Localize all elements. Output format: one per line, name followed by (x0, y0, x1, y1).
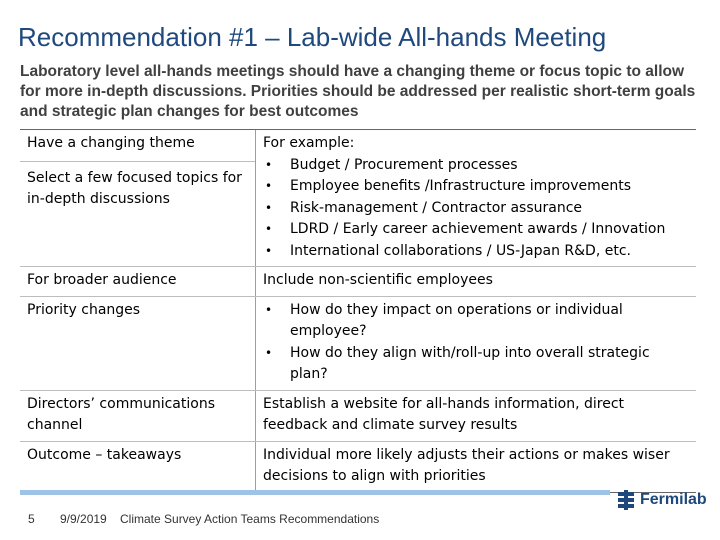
table-row (20, 442, 696, 492)
footer-date: 9/9/2019 (60, 512, 107, 526)
logo-text: Fermilab (640, 491, 707, 508)
bullet-item: • Employee benefits /Infrastructure improvements (263, 176, 691, 198)
recommendation-table (20, 129, 696, 493)
footer-caption: Climate Survey Action Teams Recommendations (120, 512, 380, 526)
detail-bullets (263, 300, 691, 386)
bullet-item: • Budget / Procurement processes (263, 155, 691, 177)
bullet-item: • International collaborations / US-Japan R&D, etc. (263, 241, 691, 263)
footer-accent-bar (20, 490, 610, 495)
fermilab-logo (616, 490, 707, 510)
table-cell-topic: Priority changes (27, 301, 141, 318)
bullet-item: • Risk-management / Contractor assurance (263, 198, 691, 220)
table-row (20, 297, 696, 391)
bullet-item: • How do they impact on operations or individual employee? (263, 300, 691, 343)
topic-text: Have a changing theme (27, 135, 195, 151)
table-row (20, 391, 696, 442)
table-cell-detail (255, 297, 696, 390)
detail-bullets (263, 155, 691, 263)
table-cell-detail: Include non-scientific employees (255, 267, 696, 296)
table-row (20, 130, 696, 267)
table-cell-detail (255, 130, 696, 266)
table-cell-topic: Outcome – takeaways (27, 446, 182, 463)
table-cell-topic: Directors’ communications channel (27, 395, 215, 433)
table-cell-topic (20, 130, 255, 266)
slide-title: Recommendation #1 – Lab-wide All-hands Meeting (18, 22, 607, 52)
table-row (20, 267, 696, 297)
fermilab-logo-icon (616, 490, 636, 510)
bullet-item: • LDRD / Early career achievement awards / Innovation (263, 219, 691, 241)
cell-divider (20, 161, 255, 162)
table-cell-detail: Individual more likely adjusts their actions or makes wiser decisions to align with priorities (255, 442, 696, 492)
table-cell-topic: For broader audience (27, 272, 177, 288)
bullet-item: • How do they align with/roll-up into overall strategic plan? (263, 343, 691, 386)
slide-intro: Laboratory level all-hands meetings should have a changing theme or focus topic to allow for more in-depth discussions. Priorities should be addressed per realistic short-term goals and strategic plan changes for best outcomes (20, 63, 696, 120)
table-cell-detail: Establish a website for all-hands information, direct feedback and climate survey results (255, 391, 696, 441)
page-number: 5 (28, 512, 35, 526)
topic-text: Select a few focused topics for in-depth discussions (27, 169, 242, 207)
detail-lead: For example: (263, 135, 355, 151)
